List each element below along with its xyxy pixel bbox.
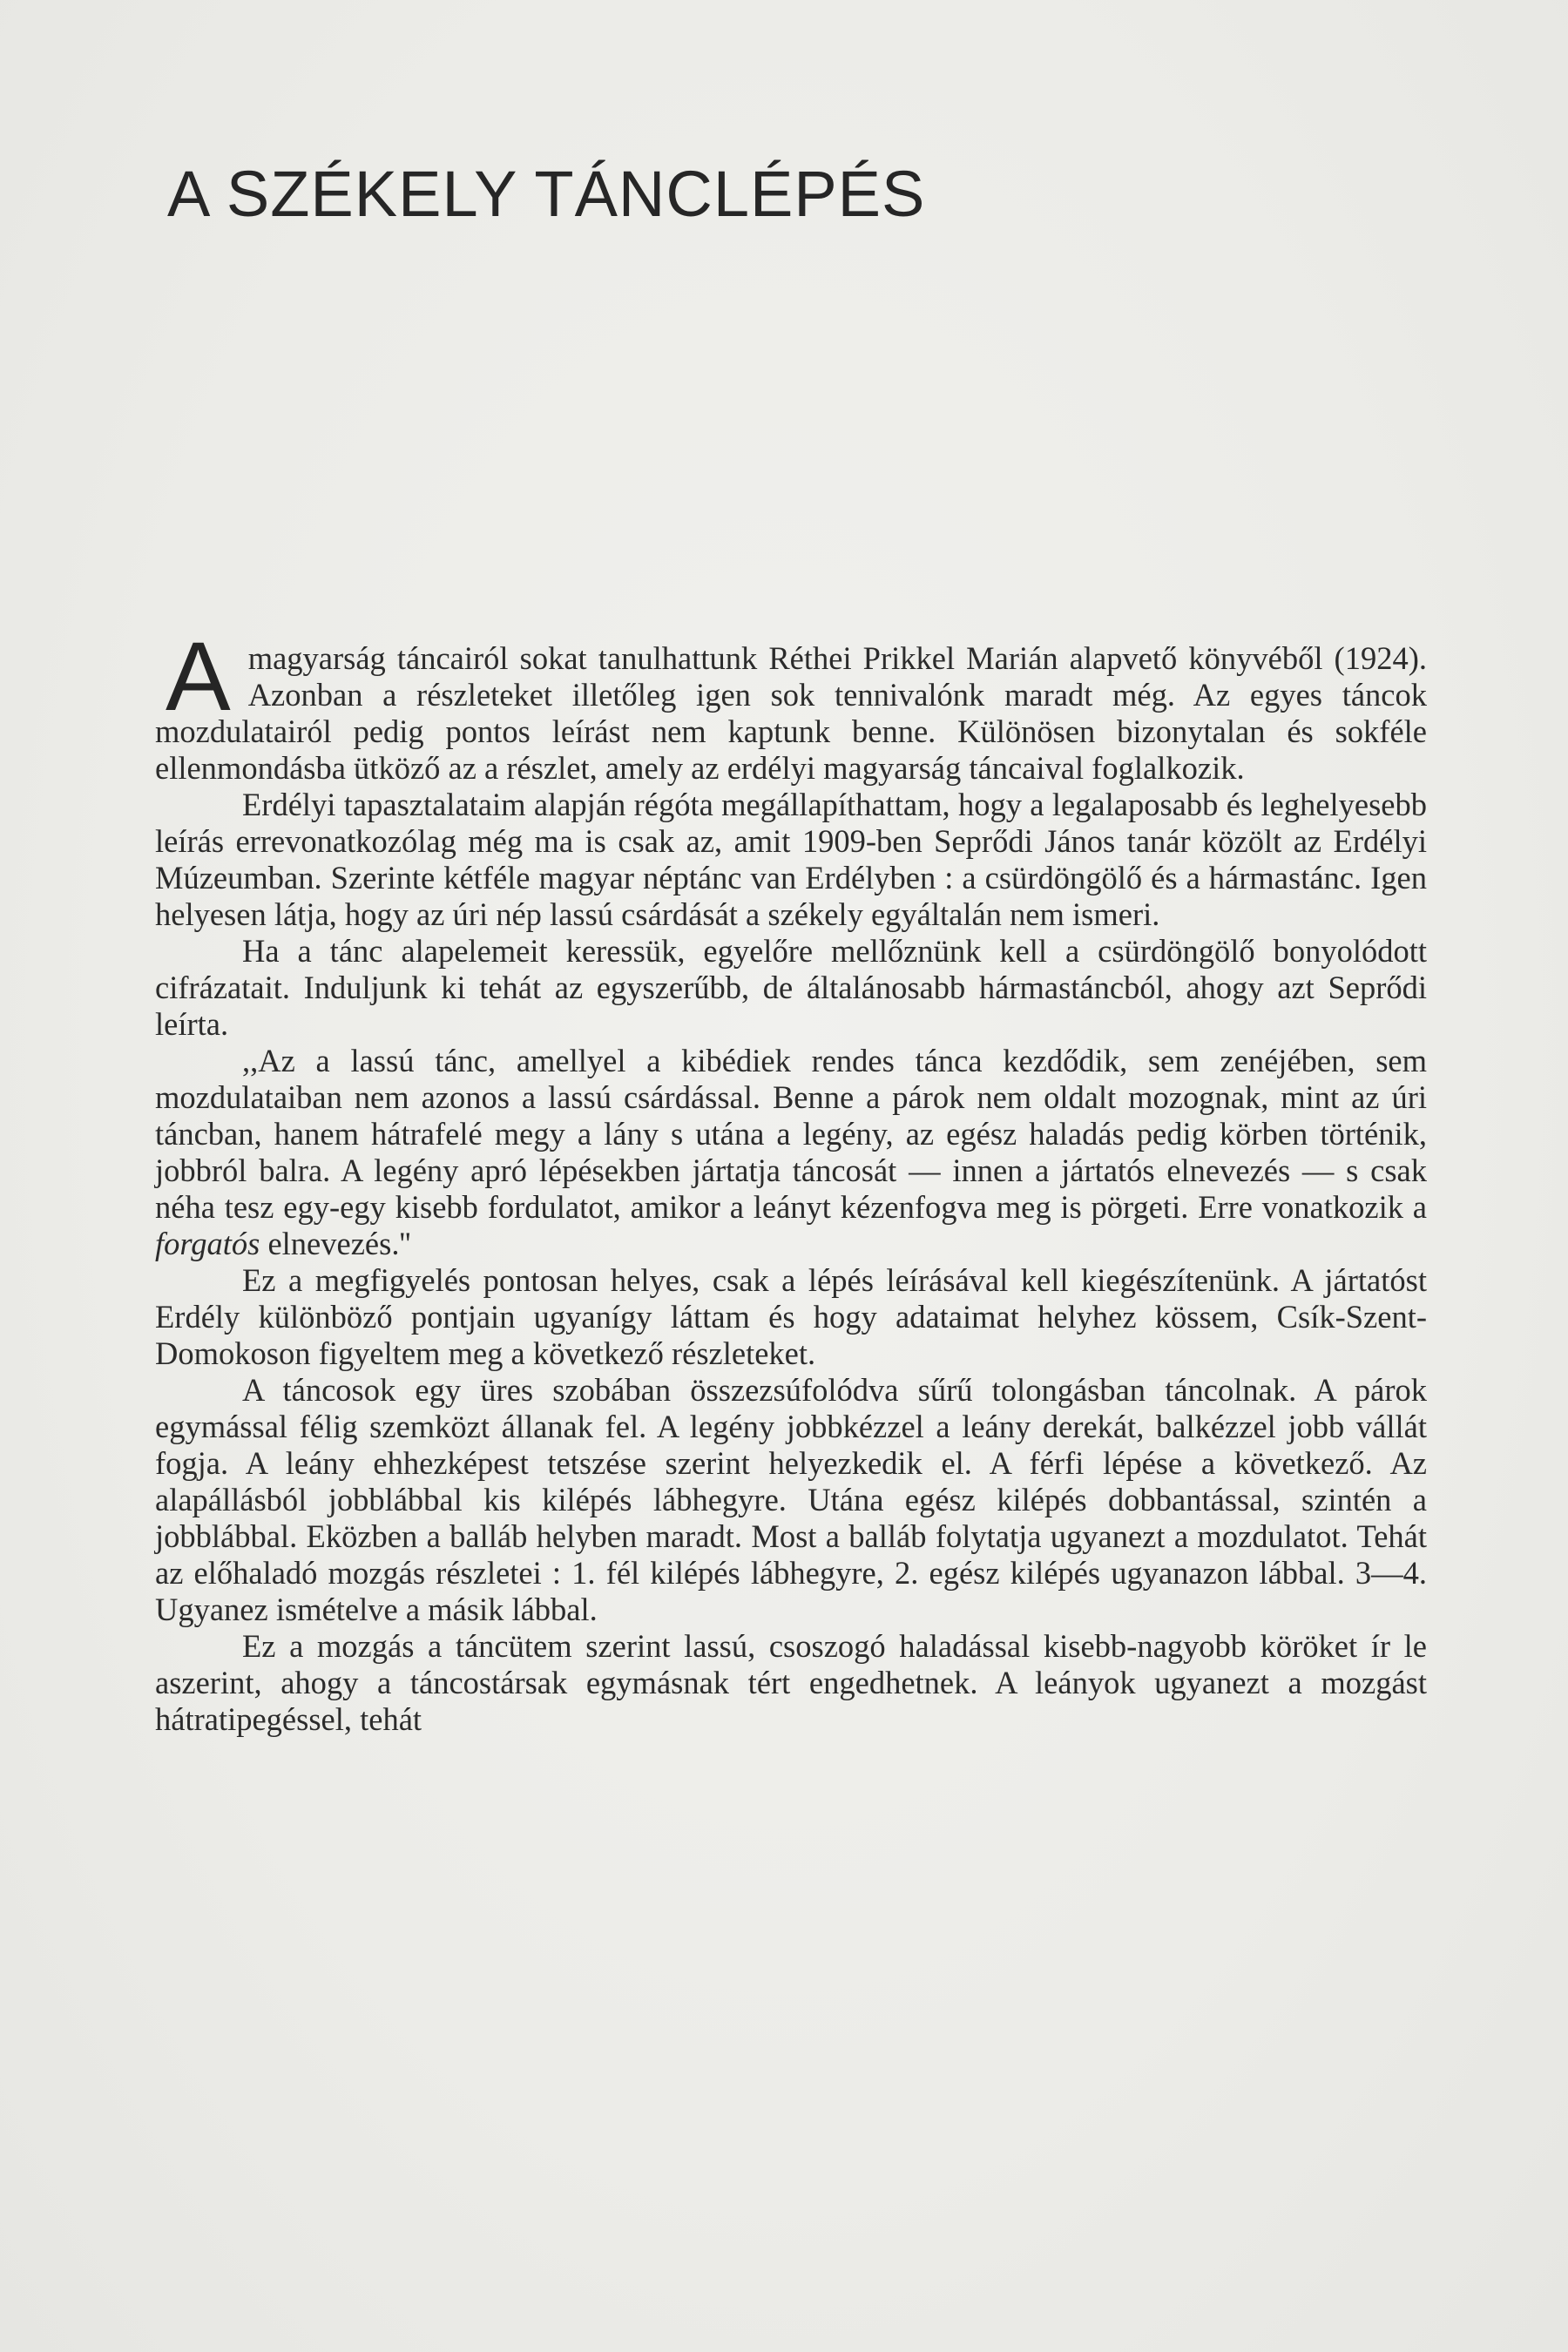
quote-text-end: elnevezés.''	[260, 1226, 411, 1261]
paragraph-6: A táncosok egy üres szobában összezsúfolódva sűrű tolongásban táncolnak. A párok egymással félig szemközt állanak fel. A legény jobbkézzel a leány derekát, balkézzel jobb vállát fogja. A leány ehhezképest tetszése szerint helyezkedik el. A férfi lépése a következő. Az alapállásból jobblábbal kis kilépés lábhegyre. Utána egész kilépés dobbantással, szintén a jobblábbal. Eközben a balláb helyben maradt. Most a balláb folytatja ugyanezt a mozdulatot. Tehát az előhaladó mozgás részletei : 1. fél kilépés lábhegyre, 2. egész kilépés ugyanazon lábbal. 3—4. Ugyanez ismételve a másik lábbal.	[155, 1372, 1427, 1627]
drop-cap: A	[166, 622, 231, 731]
paragraph-2: Erdélyi tapasztalataim alapján régóta megállapíthattam, hogy a legalaposabb és leghelyesebb leírás errevonatkozólag még ma is csak az, amit 1909-ben Seprődi János tanár közölt az Erdélyi Múzeumban. Szerinte kétféle magyar néptánc van Erdélyben : a csürdöngölő és a hármastánc. Igen helyesen látja, hogy az úri nép lassú csárdását a székely egyáltalán nem ismeri.	[155, 787, 1427, 932]
quote-italic-term: forgatós	[155, 1226, 260, 1261]
article-title: A SZÉKELY TÁNCLÉPÉS	[167, 158, 926, 230]
paragraph-1-text: magyarság táncairól sokat tanulhattunk Réthei Prikkel Marián alapvető könyvéből (1924). Azonban a részleteket illetőleg igen sok tennivalónk maradt még. Az egyes táncok mozdulatairól pedig pontos leírást nem kaptunk benne. Különösen bizonytalan és sokféle ellenmondásba ütköző az a részlet, amely az erdélyi magyarság táncaival foglalkozik.	[155, 640, 1427, 786]
paragraph-1	[155, 622, 1427, 787]
paragraph-3: Ha a tánc alapelemeit keressük, egyelőre mellőznünk kell a csürdöngölő bonyolódott cifrázatait. Induljunk ki tehát az egyszerűbb, de általánosabb hármastáncból, ahogy azt Seprődi leírta.	[155, 933, 1427, 1042]
paragraph-5: Ez a megfigyelés pontosan helyes, csak a lépés leírásával kell kiegészítenünk. A jártatóst Erdély különböző pontjain ugyanígy láttam és hogy adataimat helyhez kössem, Csík-Szent-Domokoson figyeltem meg a következő részleteket.	[155, 1262, 1427, 1371]
article-body	[155, 622, 1427, 1738]
quote-text-start: ,,Az a lassú tánc, amellyel a kibédiek rendes tánca kezdődik, sem zenéjében, sem mozdulataiban nem azonos a lassú csárdással. Benne a párok nem oldalt mozognak, mint az úri táncban, hanem hátrafelé megy a lány s utána a legény, az egész haladás pedig körben történik, jobbról balra. A legény apró lépésekben jártatja táncosát — innen a jártatós elnevezés — s csak néha tesz egy-egy kisebb fordulatot, amikor a leányt kézenfogva meg is pörgeti. Erre vonatkozik a	[155, 1043, 1427, 1225]
paragraph-quote	[155, 1043, 1427, 1262]
paragraph-7: Ez a mozgás a táncütem szerint lassú, csoszogó haladással kisebb-nagyobb köröket ír le aszerint, ahogy a táncostársak egymásnak tért engedhetnek. A leányok ugyanezt a mozgást hátratipegéssel, tehát	[155, 1628, 1427, 1737]
